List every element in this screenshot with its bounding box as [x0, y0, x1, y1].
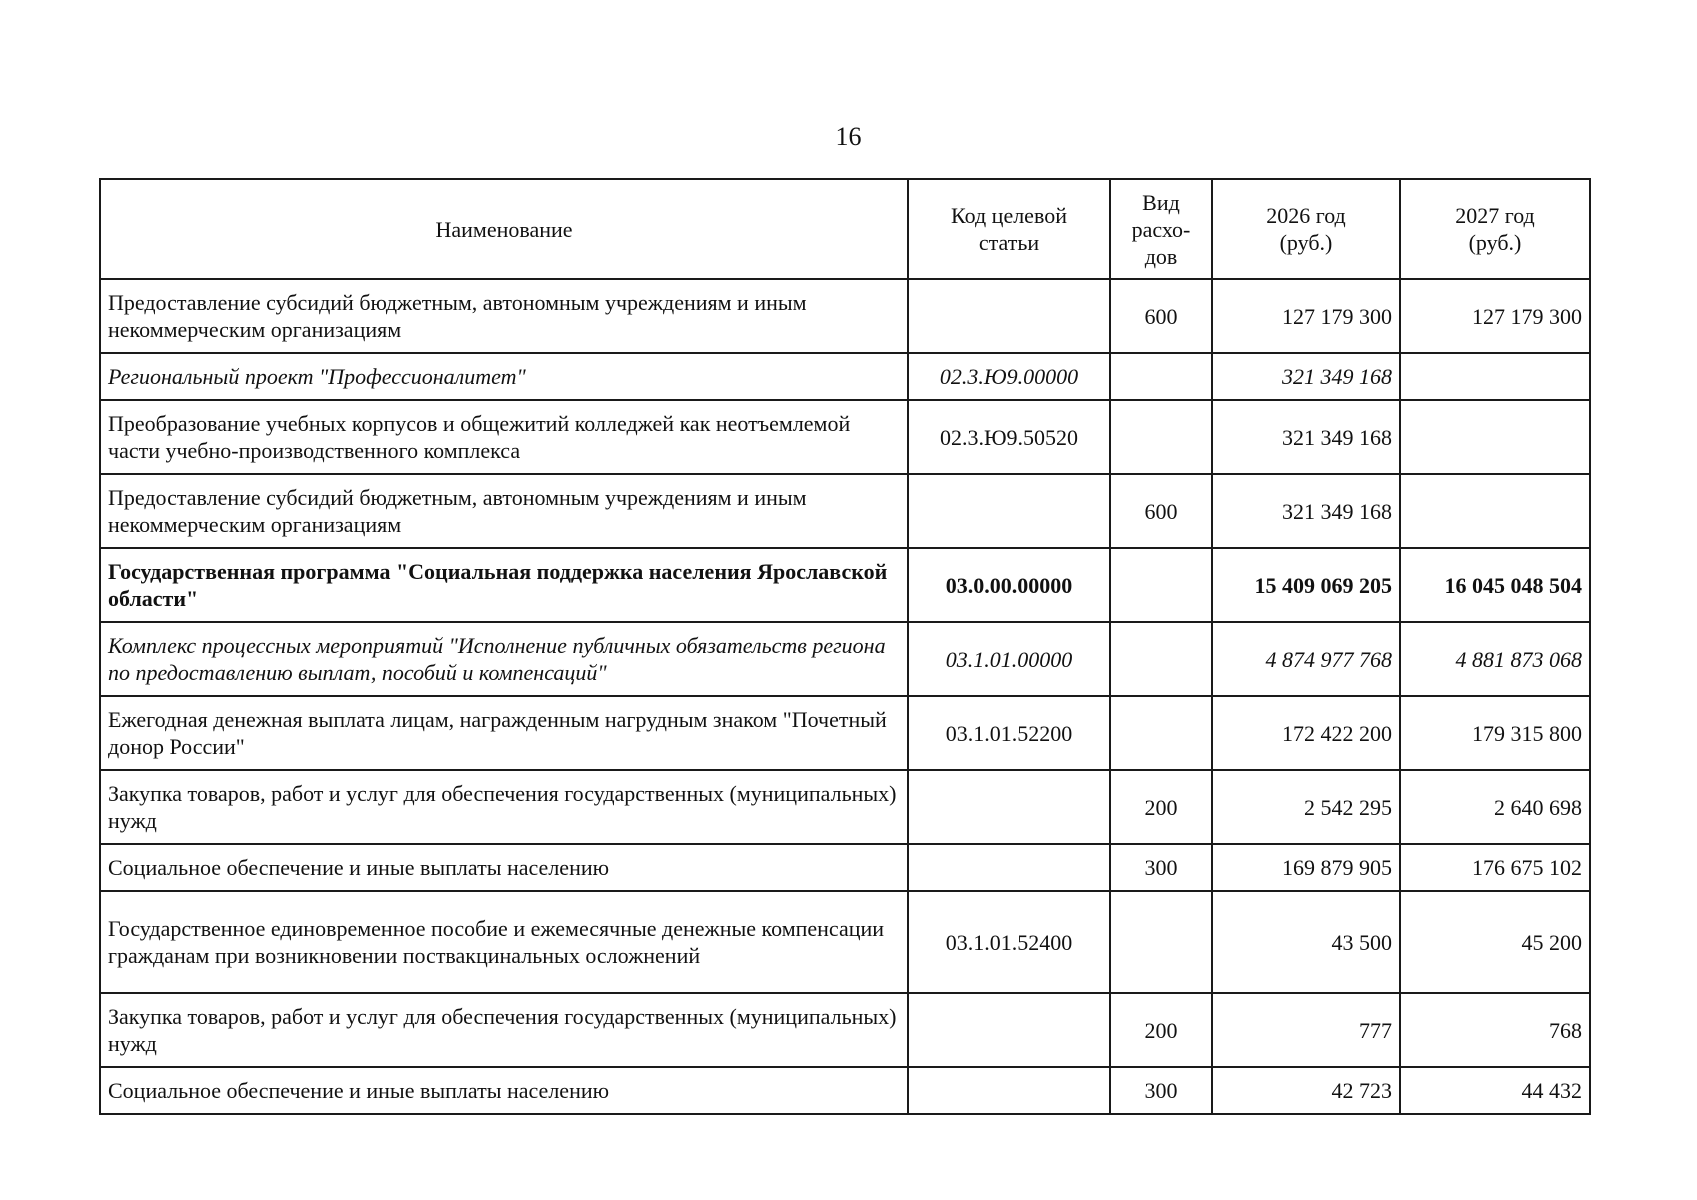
row-year-2027-cell: 16 045 048 504 [1400, 548, 1590, 622]
row-year-2026-cell: 15 409 069 205 [1212, 548, 1400, 622]
row-year-2026-cell: 4 874 977 768 [1212, 622, 1400, 696]
row-year-2026-cell: 777 [1212, 993, 1400, 1067]
row-name-cell: Государственное единовременное пособие и ежемесячные денежные компенсации гражданам при возникновении поствакцинальных осложнений [100, 891, 908, 993]
header-year-2026 [1212, 179, 1400, 279]
row-code-cell [908, 993, 1110, 1067]
row-vid-cell: 200 [1110, 770, 1212, 844]
row-year-2026-cell: 172 422 200 [1212, 696, 1400, 770]
table-header-row [100, 179, 1590, 279]
row-code-cell: 02.3.Ю9.00000 [908, 353, 1110, 400]
row-vid-cell [1110, 696, 1212, 770]
row-vid-cell [1110, 400, 1212, 474]
header-year-2027 [1400, 179, 1590, 279]
row-vid-cell [1110, 548, 1212, 622]
row-name-cell: Закупка товаров, работ и услуг для обеспечения государственных (муниципальных) нужд [100, 993, 908, 1067]
row-vid-cell [1110, 622, 1212, 696]
row-year-2027-cell: 4 881 873 068 [1400, 622, 1590, 696]
row-code-cell: 03.1.01.52200 [908, 696, 1110, 770]
row-name-cell: Комплекс процессных мероприятий "Исполнение публичных обязательств региона по предоставлению выплат, пособий и компенсаций" [100, 622, 908, 696]
row-year-2026-cell: 2 542 295 [1212, 770, 1400, 844]
row-vid-cell: 200 [1110, 993, 1212, 1067]
table-row [100, 844, 1590, 891]
row-vid-cell [1110, 891, 1212, 993]
row-code-cell [908, 279, 1110, 353]
row-year-2027-cell [1400, 353, 1590, 400]
table-row [100, 400, 1590, 474]
table-row [100, 1067, 1590, 1114]
row-year-2027-cell: 44 432 [1400, 1067, 1590, 1114]
row-year-2026-cell: 169 879 905 [1212, 844, 1400, 891]
row-name-cell: Региональный проект "Профессионалитет" [100, 353, 908, 400]
row-code-cell: 02.3.Ю9.50520 [908, 400, 1110, 474]
table-row [100, 353, 1590, 400]
row-year-2027-cell [1400, 400, 1590, 474]
row-code-cell [908, 474, 1110, 548]
row-vid-cell: 300 [1110, 844, 1212, 891]
row-year-2027-cell: 2 640 698 [1400, 770, 1590, 844]
row-name-cell: Предоставление субсидий бюджетным, автономным учреждениям и иным некоммерческим организациям [100, 474, 908, 548]
table-row [100, 622, 1590, 696]
row-name-cell: Предоставление субсидий бюджетным, автономным учреждениям и иным некоммерческим организациям [100, 279, 908, 353]
row-year-2027-cell: 176 675 102 [1400, 844, 1590, 891]
header-vid [1110, 179, 1212, 279]
row-name-cell: Закупка товаров, работ и услуг для обеспечения государственных (муниципальных) нужд [100, 770, 908, 844]
header-code-text: Код целевой статьи [951, 203, 1067, 255]
table-row [100, 891, 1590, 993]
row-year-2027-cell: 45 200 [1400, 891, 1590, 993]
row-code-cell: 03.1.01.00000 [908, 622, 1110, 696]
row-vid-cell: 600 [1110, 279, 1212, 353]
row-name-cell: Социальное обеспечение и иные выплаты населению [100, 844, 908, 891]
row-name-cell: Ежегодная денежная выплата лицам, награжденным нагрудным знаком "Почетный донор России" [100, 696, 908, 770]
row-code-cell: 03.0.00.00000 [908, 548, 1110, 622]
row-name-cell: Государственная программа "Социальная поддержка населения Ярославской области" [100, 548, 908, 622]
budget-table [99, 178, 1591, 1115]
row-code-cell [908, 844, 1110, 891]
table-row [100, 279, 1590, 353]
row-year-2027-cell: 768 [1400, 993, 1590, 1067]
row-year-2027-cell: 127 179 300 [1400, 279, 1590, 353]
table-row [100, 993, 1590, 1067]
row-code-cell [908, 770, 1110, 844]
table-row [100, 696, 1590, 770]
header-year-2027-text: 2027 год (руб.) [1455, 203, 1535, 255]
row-year-2026-cell: 43 500 [1212, 891, 1400, 993]
row-name-cell: Преобразование учебных корпусов и общежитий колледжей как неотъемлемой части учебно-производственного комплекса [100, 400, 908, 474]
page-number: 16 [835, 122, 862, 151]
row-year-2027-cell: 179 315 800 [1400, 696, 1590, 770]
row-name-cell: Социальное обеспечение и иные выплаты населению [100, 1067, 908, 1114]
table-row [100, 474, 1590, 548]
header-vid-text: Вид расхо-дов [1131, 189, 1191, 269]
table-body [100, 279, 1590, 1114]
row-vid-cell: 300 [1110, 1067, 1212, 1114]
row-year-2026-cell: 321 349 168 [1212, 400, 1400, 474]
table-row [100, 548, 1590, 622]
table-row [100, 770, 1590, 844]
row-code-cell: 03.1.01.52400 [908, 891, 1110, 993]
row-year-2026-cell: 42 723 [1212, 1067, 1400, 1114]
row-year-2027-cell [1400, 474, 1590, 548]
row-year-2026-cell: 321 349 168 [1212, 474, 1400, 548]
row-vid-cell: 600 [1110, 474, 1212, 548]
header-year-2026-text: 2026 год (руб.) [1266, 203, 1346, 255]
row-year-2026-cell: 321 349 168 [1212, 353, 1400, 400]
header-code [908, 179, 1110, 279]
row-vid-cell [1110, 353, 1212, 400]
row-year-2026-cell: 127 179 300 [1212, 279, 1400, 353]
row-code-cell [908, 1067, 1110, 1114]
header-name: Наименование [100, 179, 908, 279]
